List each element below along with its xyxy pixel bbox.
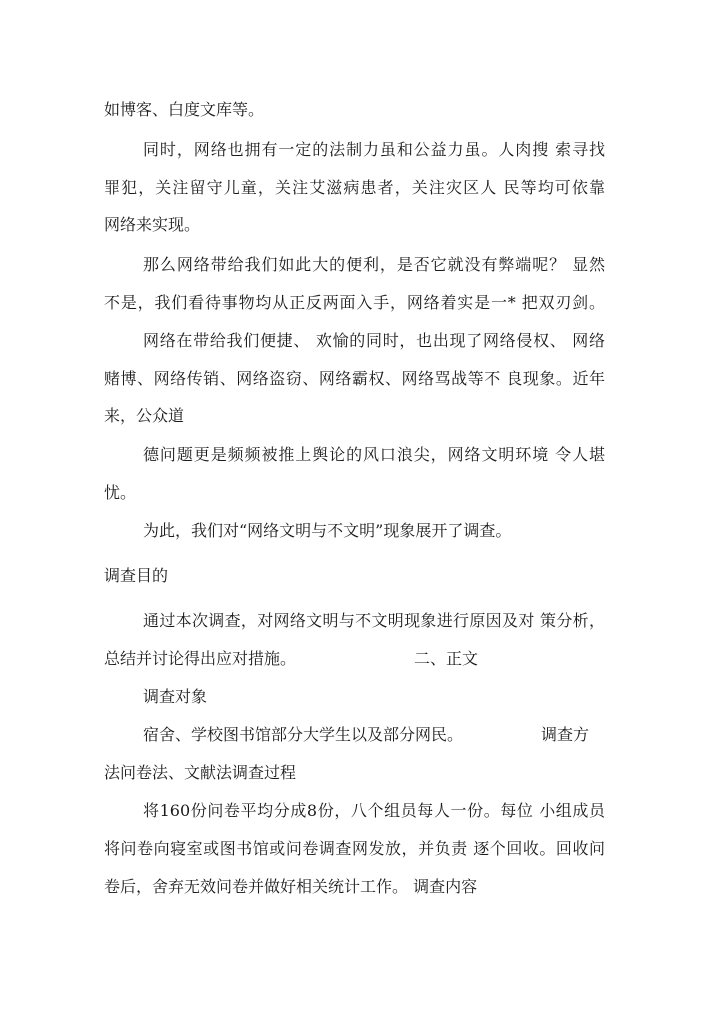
section-heading: 调查目的 [104,566,169,585]
text-line: 法问卷法、文献法调查过程 [104,763,297,782]
section-heading: 调查对象 [143,687,208,706]
text-line: 卷后，舍弃无效问卷并做好相关统计工作。 调查内容 [104,877,478,896]
text-line: 德问题更是频频被推上舆论的风口浪尖，网络文明环境 令人堪 [143,445,605,464]
section-heading: 二、正文 [414,649,479,668]
text-line: 来，公众道 [104,406,185,425]
text-line: 同时，网络也拥有一定的法制力虽和公益力虽。人肉搜 索寻找 [143,140,605,159]
text-line: 网络来实现。 [104,215,201,234]
text-line: 总结并讨论得出应对措施。 [104,649,297,668]
text-line: 如博客、白度文库等。 [104,100,265,119]
text-line: 不是，我们看待事物均从正反两面入手，网络着实是一* 把双刃剑。 [104,293,605,312]
text-line: 宿舍、学校图书馆部分大学生以及部分网民。 [143,725,464,744]
text-line: 通过本次调查，对网络文明与不文明现象进行原因及对 策分析， [143,611,605,630]
text-line: 赌博、网络传销、网络盗窃、网络霸权、网络骂战等不 良现象。近年 [104,369,605,388]
section-heading: 调查方 [541,725,590,744]
text-line: 罪犯，关注留守儿童，关注艾滋病患者，关注灾区人 民等均可依靠 [104,178,605,197]
text-line: 网络在带给我们便捷、 欢愉的同时，也出现了网络侵权、 网络 [143,331,605,350]
text-line: 为此，我们对“网络文明与不文明”现象展开了调查。 [143,521,512,540]
text-line: 那么网络带给我们如此大的便利，是否它就没有弊端呢？ 显然 [143,255,605,274]
text-line: 忧。 [104,483,137,502]
text-line: 将问卷向寝室或图书馆或问卷调查网发放，并负责 逐个回收。回收问 [104,839,605,858]
text-line: 将160份问卷平均分成8份，八个组员每人一份。每位 小组成员 [143,801,605,820]
